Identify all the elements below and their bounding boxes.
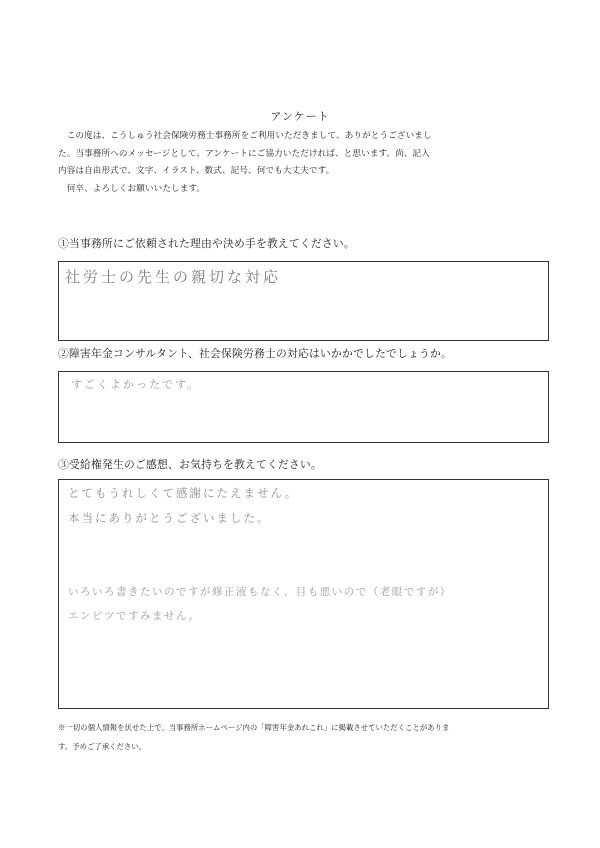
answer-2-handwriting: すごくよかったです。 (71, 378, 201, 391)
footnote (58, 718, 553, 756)
question-2-label: ②障害年金コンサルタント、社会保険労務士の対応はいかかでしたでしょうか。 (58, 347, 452, 360)
answer-1-handwriting: 社労士の先生の親切な対応 (65, 268, 282, 286)
intro-line: この度は、こうしゅう社会保険労務士事務所をご利用いただきまして、ありがとうございまし (58, 131, 432, 141)
footnote-line: す。予めご了承ください。 (58, 742, 147, 751)
answer-box-2[interactable] (58, 371, 549, 443)
intro-line: 何卒、よろしくお願いいたします。 (58, 183, 206, 194)
intro-line: た。当事務所へのメッセージとして、アンケートにご協力いただければ、と思います。尚、記入 (58, 148, 430, 159)
answer-3-handwriting-line: エンピツですみません。 (68, 610, 201, 622)
question-1-label: ①当事務所にご依頼された理由や決め手を教えてください。 (58, 237, 355, 250)
answer-3-handwriting-line: いろいろ書きたいのですが修正液もなく、目も悪いので（老眼ですが） (68, 586, 452, 598)
answer-box-1[interactable] (58, 261, 549, 341)
intro-line: 内容は自由形式で、文字、イラスト、数式、記号、何でも大丈夫です。 (58, 166, 335, 176)
answer-box-3[interactable] (58, 479, 549, 709)
intro-text (58, 128, 553, 198)
answer-3-handwriting-line: とてもうれしくて感謝にたえません。 (68, 486, 299, 500)
answer-3-handwriting-line: 本当にありがとうございました。 (68, 511, 271, 525)
footnote-line: ※一切の個人情報を伏せた上で、当事務所ホームページ内の「障害年金あれこれ」に掲載させていただくことがありま (58, 723, 450, 732)
question-3-label: ③受給権発生のご感想、お気持ちを教えてください。 (58, 458, 322, 471)
page-title: アンケート (270, 110, 330, 123)
